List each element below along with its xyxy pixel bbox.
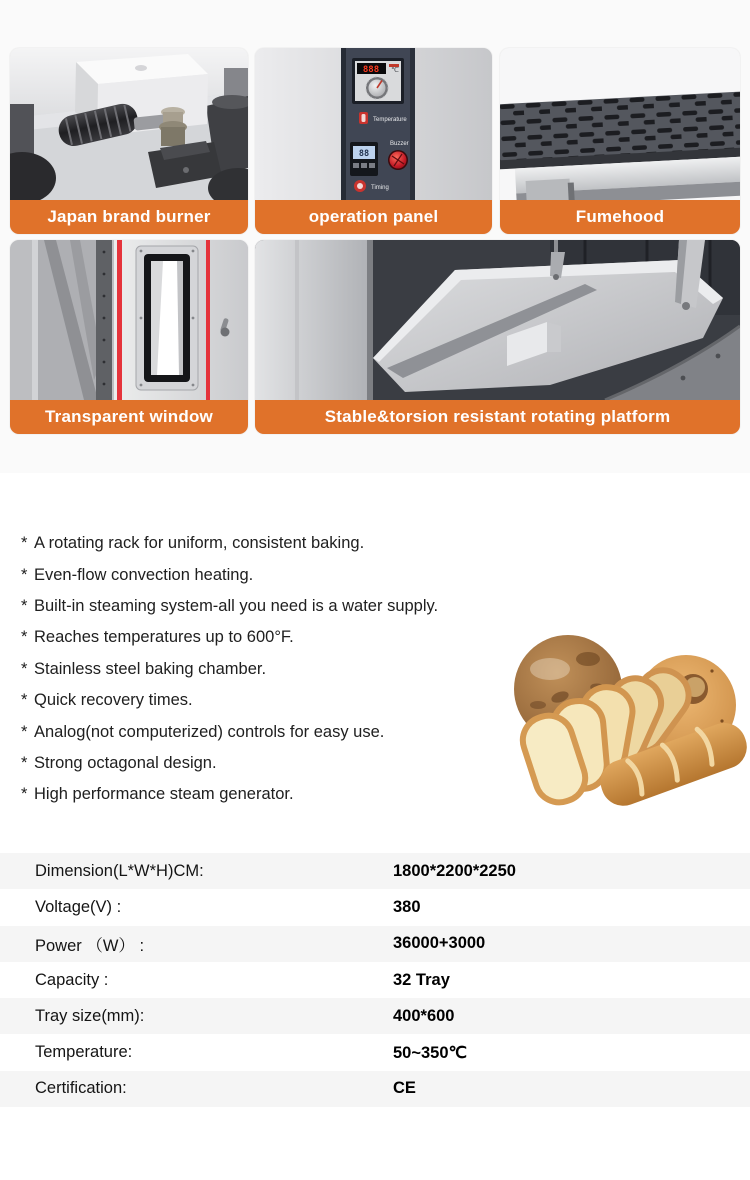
baked-bread-photo <box>480 613 750 809</box>
feature-item <box>21 716 438 747</box>
feature-cards-section <box>0 0 750 473</box>
spec-label: Dimension(L*W*H)CM: <box>35 861 204 880</box>
feature-item <box>21 591 438 622</box>
timing-label: Timing <box>371 185 389 191</box>
feature-item <box>21 685 438 716</box>
feature-card-window <box>10 240 248 434</box>
timer-unit <box>350 142 378 176</box>
feature-card-fumehood <box>500 48 740 234</box>
feature-item <box>21 622 438 653</box>
bullet: * <box>21 785 28 804</box>
spec-row <box>0 853 750 889</box>
feature-item <box>21 748 438 779</box>
feature-text: High performance steam generator. <box>34 785 294 804</box>
spec-row <box>0 889 750 925</box>
buzzer-button <box>388 150 408 170</box>
feature-item <box>21 528 438 559</box>
feature-card-operation-panel <box>255 48 492 234</box>
card-caption: operation panel <box>255 200 492 234</box>
spec-row <box>0 998 750 1034</box>
spec-row <box>0 1034 750 1070</box>
feature-list <box>21 528 438 811</box>
spec-row <box>0 926 750 962</box>
spec-label: Tray size(mm): <box>35 1006 145 1025</box>
bullet: * <box>21 659 28 678</box>
spec-value: 400*600 <box>393 1006 455 1025</box>
spec-value: 380 <box>393 897 421 916</box>
temperature-controller <box>352 58 404 104</box>
spec-label: Capacity : <box>35 970 109 989</box>
temperature-icon <box>359 112 368 124</box>
red-trim-right <box>206 240 210 400</box>
card-caption: Fumehood <box>500 200 740 234</box>
feature-text: A rotating rack for uniform, consistent baking. <box>34 534 365 553</box>
spec-row <box>0 1071 750 1107</box>
spec-table <box>0 853 750 1107</box>
card-caption: Transparent window <box>10 400 248 434</box>
red-trim-left <box>117 240 122 400</box>
spec-row <box>0 962 750 998</box>
feature-item <box>21 559 438 590</box>
card-caption: Japan brand burner <box>10 200 248 234</box>
bullet: * <box>21 722 28 741</box>
feature-text: Strong octagonal design. <box>34 753 217 772</box>
feature-text: Reaches temperatures up to 600°F. <box>34 628 294 647</box>
spec-label: Temperature: <box>35 1043 133 1062</box>
bullet: * <box>21 753 28 772</box>
spec-value: 32 Tray <box>393 970 450 989</box>
feature-text: Built-in steaming system-all you need is a water supply. <box>34 596 439 615</box>
steel-column <box>255 240 373 400</box>
rotating-platform-photo <box>255 240 740 400</box>
bullet: * <box>21 628 28 647</box>
temperature-display: 888 <box>362 65 380 75</box>
spec-label: Voltage(V) : <box>35 897 122 916</box>
bullet: * <box>21 565 28 584</box>
feature-text: Analog(not computerized) controls for easy use. <box>34 722 385 741</box>
spec-label: Power （W） : <box>35 936 145 955</box>
spec-value: 1800*2200*2250 <box>393 861 516 880</box>
feature-item <box>21 779 438 810</box>
timing-icon <box>354 180 366 192</box>
feature-item <box>21 654 438 685</box>
control-panel-photo <box>255 48 492 200</box>
feature-text: Quick recovery times. <box>34 691 193 710</box>
bullet: * <box>21 534 28 553</box>
timer-display: 88 <box>358 149 370 159</box>
feature-card-burner <box>10 48 248 234</box>
bullet: * <box>21 691 28 710</box>
spec-label: Certification: <box>35 1079 127 1098</box>
oven-door-window-photo <box>10 240 248 400</box>
temperature-label: Temperature <box>373 117 407 123</box>
card-caption: Stable&torsion resistant rotating platform <box>255 400 740 434</box>
burner-photo <box>10 48 248 200</box>
spec-value: CE <box>393 1079 416 1098</box>
feature-card-platform <box>255 240 740 434</box>
buzzer-label: Buzzer <box>390 141 409 147</box>
fumehood-photo <box>500 48 740 200</box>
feature-text: Even-flow convection heating. <box>34 565 254 584</box>
feature-text: Stainless steel baking chamber. <box>34 659 267 678</box>
spec-value: 50~350℃ <box>393 1043 468 1062</box>
bullet: * <box>21 596 28 615</box>
celsius-unit: ℃ <box>391 67 399 74</box>
spec-value: 36000+3000 <box>393 934 486 953</box>
